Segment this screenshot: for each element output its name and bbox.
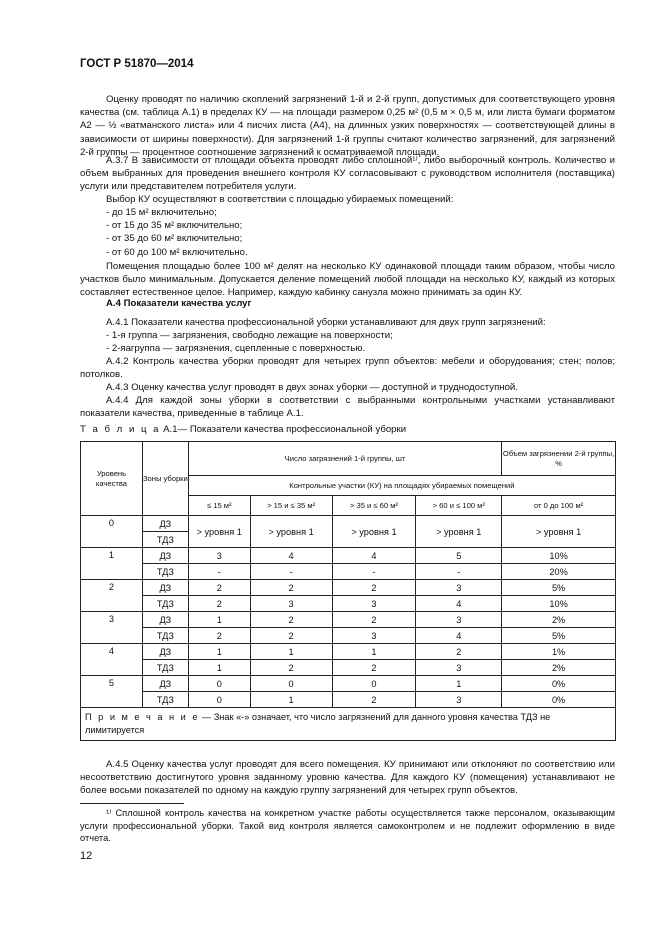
zone-cell: ДЗ bbox=[142, 644, 188, 660]
zone-cell: ТДЗ bbox=[142, 564, 188, 580]
value-cell: 10% bbox=[502, 548, 616, 564]
header-level: Уровень качества bbox=[81, 442, 143, 516]
level-cell: 1 bbox=[81, 548, 143, 580]
value-cell: 2 bbox=[250, 628, 332, 644]
value-cell: 2 bbox=[332, 692, 416, 708]
table-row bbox=[81, 580, 616, 596]
zone-cell: ДЗ bbox=[142, 580, 188, 596]
value-cell: > уровня 1 bbox=[502, 516, 616, 548]
value-cell: 3 bbox=[332, 596, 416, 612]
footnote-divider bbox=[80, 803, 184, 804]
value-cell: 2 bbox=[188, 596, 250, 612]
column-header: > 60 и ≤ 100 м² bbox=[416, 496, 502, 516]
value-cell: 3 bbox=[416, 580, 502, 596]
group1-text: - 1-я группа — загрязнения, свободно лежащие на поверхности; bbox=[106, 330, 393, 341]
value-cell: 1 bbox=[188, 644, 250, 660]
value-cell: 3 bbox=[416, 612, 502, 628]
table-row bbox=[81, 612, 616, 628]
table-row bbox=[81, 564, 616, 580]
value-cell: 5% bbox=[502, 580, 616, 596]
column-header: > 35 и ≤ 60 м² bbox=[332, 496, 416, 516]
table-row bbox=[81, 516, 616, 532]
value-cell: 2 bbox=[188, 628, 250, 644]
area-list bbox=[106, 206, 248, 259]
quality-table bbox=[80, 441, 616, 741]
intro-paragraph: Оценку проводят по наличию скоплений загрязнений 1-й и 2-й групп, допустимых для соответствующего уровня качества (см. таблица А.1) в пределах КУ — на площади размером 0,25 м² (0,5 м × 0,5 м, или листа бумаги форматом А2 — ½ «ватманского листа» или 4 писчих листа (А4), на длинных узких поверхностях — соответствующей длины в зависимости от ширины поверхности). Для загрязнений 1-й группы считают количество загрязнений, для загрязнений 2-й группы — процентное соотношение загрязнений к осматриваемой площади. bbox=[80, 94, 615, 158]
value-cell: 3 bbox=[250, 596, 332, 612]
value-cell: 2 bbox=[416, 644, 502, 660]
value-cell: 3 bbox=[416, 660, 502, 676]
value-cell: 1 bbox=[250, 692, 332, 708]
table-row bbox=[81, 596, 616, 612]
value-cell: 0 bbox=[250, 676, 332, 692]
header-zones: Зоны уборки bbox=[142, 442, 188, 516]
table-caption-label: Т а б л и ц а bbox=[80, 424, 161, 435]
value-cell: 2 bbox=[188, 580, 250, 596]
value-cell: 4 bbox=[416, 628, 502, 644]
table-note bbox=[81, 708, 616, 741]
value-cell: 0 bbox=[188, 676, 250, 692]
zone-cell: ДЗ bbox=[142, 676, 188, 692]
value-cell: 10% bbox=[502, 596, 616, 612]
value-cell: 3 bbox=[416, 692, 502, 708]
value-cell: 1 bbox=[250, 644, 332, 660]
group2-text: - 2-яагруппа — загрязнения, сцепленные с поверхностью. bbox=[106, 343, 366, 354]
value-cell: > уровня 1 bbox=[250, 516, 332, 548]
table-row bbox=[81, 692, 616, 708]
zone-cell: ТДЗ bbox=[142, 692, 188, 708]
value-cell: 1 bbox=[332, 644, 416, 660]
header-sites: Контрольные участки (КУ) на площадях убираемых помещений bbox=[188, 476, 615, 496]
value-cell: 2 bbox=[332, 580, 416, 596]
value-cell: 1 bbox=[188, 612, 250, 628]
section-title: А.4 Показатели качества услуг bbox=[106, 298, 252, 309]
level-cell: 0 bbox=[81, 516, 143, 548]
value-cell: 0% bbox=[502, 692, 616, 708]
paragraph-a45: А.4.5 Оценку качества услуг проводят для всего помещения. КУ принимают или отклоняют по соответствию или несоответствию достигнутого уровня заданному уровню качества. Для каждого КУ (помещения) устанавливают не более восьми показателей по одному на каждую группу загрязнений для четырех групп объектов. bbox=[80, 759, 615, 797]
value-cell: 2% bbox=[502, 612, 616, 628]
value-cell: 4 bbox=[416, 596, 502, 612]
value-cell: 5 bbox=[416, 548, 502, 564]
table-caption bbox=[80, 424, 406, 435]
value-cell: 4 bbox=[250, 548, 332, 564]
zone-cell: ДЗ bbox=[142, 612, 188, 628]
column-header: от 0 до 100 м² bbox=[502, 496, 616, 516]
note-label: П р и м е ч а н и е bbox=[85, 712, 200, 722]
value-cell: 4 bbox=[332, 548, 416, 564]
table-row bbox=[81, 644, 616, 660]
table-row bbox=[81, 548, 616, 564]
zone-cell: ТДЗ bbox=[142, 660, 188, 676]
zone-cell: ТДЗ bbox=[142, 532, 188, 548]
level-cell: 5 bbox=[81, 676, 143, 708]
paragraph-a43: А.4.3 Оценку качества услуг проводят в двух зонах уборки — доступной и труднодоступной. bbox=[106, 382, 518, 393]
value-cell: 1 bbox=[188, 660, 250, 676]
value-cell: 20% bbox=[502, 564, 616, 580]
value-cell: 5% bbox=[502, 628, 616, 644]
paragraph-a37: А.3.7 В зависимости от площади объекта проводят либо сплошной¹⁾, либо выборочный контроль. Количество и объем выбранных для проведения внешнего контроля КУ согласовывают с руководством исполнителя (поставщика) услуги или представителем потребителя услуги. bbox=[80, 155, 615, 193]
value-cell: 2 bbox=[250, 660, 332, 676]
zone-cell: ДЗ bbox=[142, 548, 188, 564]
value-cell: 2% bbox=[502, 660, 616, 676]
value-cell: 2 bbox=[332, 612, 416, 628]
value-cell: - bbox=[188, 564, 250, 580]
area-item: - от 15 до 35 м² включительно; bbox=[106, 220, 243, 232]
value-cell: > уровня 1 bbox=[332, 516, 416, 548]
level-cell: 3 bbox=[81, 612, 143, 644]
value-cell: 3 bbox=[332, 628, 416, 644]
value-cell: 2 bbox=[250, 612, 332, 628]
header-volume: Объем загрязнении 2-й группы, % bbox=[502, 442, 616, 476]
table-row bbox=[81, 660, 616, 676]
standard-header: ГОСТ Р 51870—2014 bbox=[80, 58, 194, 70]
value-cell: - bbox=[332, 564, 416, 580]
paragraph-a44: А.4.4 Для каждой зоны уборки в соответствии с выбранными контрольными участками устанавливают показатели качества, приведенные в таблице А.1. bbox=[80, 395, 615, 420]
level-cell: 4 bbox=[81, 644, 143, 676]
area-item: - до 15 м² включительно; bbox=[106, 207, 217, 218]
value-cell: > уровня 1 bbox=[416, 516, 502, 548]
value-cell: 3 bbox=[188, 548, 250, 564]
value-cell: 0% bbox=[502, 676, 616, 692]
value-cell: - bbox=[416, 564, 502, 580]
page-number: 12 bbox=[80, 850, 93, 862]
value-cell: 0 bbox=[188, 692, 250, 708]
value-cell: 0 bbox=[332, 676, 416, 692]
value-cell: 1 bbox=[416, 676, 502, 692]
zone-cell: ТДЗ bbox=[142, 596, 188, 612]
table-caption-text: А.1— Показатели качества профессиональной уборки bbox=[163, 424, 407, 435]
table-row bbox=[81, 628, 616, 644]
table-note-row bbox=[81, 708, 616, 741]
ku-choice-text: Выбор КУ осуществляют в соответствии с площадью убираемых помещений: bbox=[106, 194, 454, 205]
note-text: — Знак «-» означает, что число загрязнений для данного уровня качества ТДЗ не лимитируется bbox=[85, 712, 551, 735]
rooms-paragraph: Помещения площадью более 100 м² делят на несколько КУ одинаковой площади таким образом, чтобы число участков было минимальным. Допускается деление помещений любой площади на несколько КУ, каждый из которых составляет естественное целое. Например, каждую кабинку санузла можно принимать за один КУ. bbox=[80, 261, 615, 299]
table-row bbox=[81, 676, 616, 692]
zone-cell: ТДЗ bbox=[142, 628, 188, 644]
value-cell: > уровня 1 bbox=[188, 516, 250, 548]
header-count: Число загрязнений 1-й группы, шт bbox=[188, 442, 501, 476]
area-item: - от 35 до 60 м² включительно; bbox=[106, 233, 243, 245]
zone-cell: ДЗ bbox=[142, 516, 188, 532]
value-cell: 2 bbox=[332, 660, 416, 676]
footnote: ¹⁾ Сплошной контроль качества на конкретном участке работы осуществляется также персоналом, оказывающим услуги профессиональной уборки. Такой вид контроля является самоконтролем и не подлежит оформлению в виде отчета. bbox=[80, 808, 615, 843]
column-header: ≤ 15 м² bbox=[188, 496, 250, 516]
level-cell: 2 bbox=[81, 580, 143, 612]
value-cell: - bbox=[250, 564, 332, 580]
value-cell: 1% bbox=[502, 644, 616, 660]
paragraph-a41: А.4.1 Показатели качества профессиональной уборки устанавливают для двух групп загрязнений: bbox=[106, 317, 546, 328]
paragraph-a42: А.4.2 Контроль качества уборки проводят для четырех групп объектов: мебели и оборудования; стен; полов; потолков. bbox=[80, 356, 615, 381]
column-header: > 15 и ≤ 35 м² bbox=[250, 496, 332, 516]
area-item: - от 60 до 100 м² включительно. bbox=[106, 246, 248, 258]
value-cell: 2 bbox=[250, 580, 332, 596]
